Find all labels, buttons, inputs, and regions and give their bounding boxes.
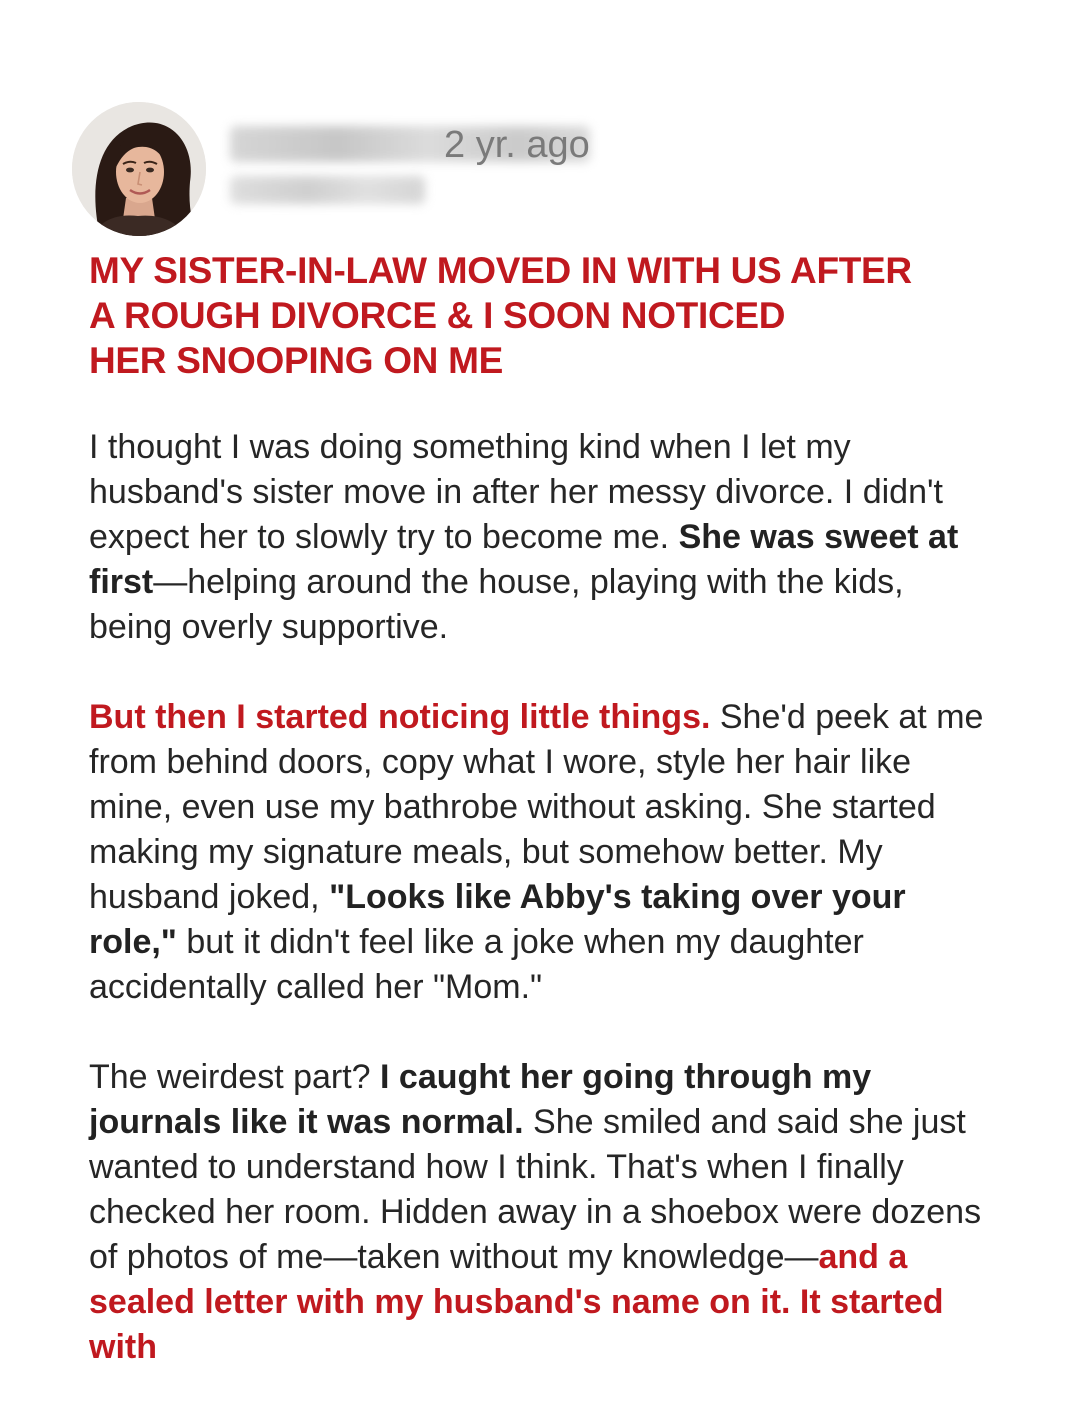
headline-line: MY SISTER-IN-LAW MOVED IN WITH US AFTER	[89, 250, 912, 291]
avatar[interactable]	[72, 102, 206, 236]
avatar-portrait	[72, 102, 206, 236]
story-paragraph-2	[89, 695, 994, 1010]
story-body	[89, 425, 994, 1415]
post-headline	[89, 248, 989, 383]
story-bold-text: "Looks like Abby's taking over your role,"	[89, 878, 906, 961]
story-text: She'd peek at me from behind doors, copy what I wore, style her hair like mine, even use my bathrobe without asking. She started making my signature meals, but somehow better. My husband joked,	[89, 698, 984, 916]
story-text: I thought I was doing something kind when I let my husband's sister move in after her messy divorce. I didn't expect her to slowly try to become me.	[89, 428, 943, 556]
story-bold-text: I caught her going through my journals like it was normal.	[89, 1058, 872, 1141]
story-text: The weirdest part?	[89, 1058, 381, 1096]
story-highlight-text: But then I started noticing little things.	[89, 698, 711, 736]
headline-line: HER SNOOPING ON ME	[89, 340, 503, 381]
story-paragraph-1	[89, 425, 994, 650]
headline-line: A ROUGH DIVORCE & I SOON NOTICED	[89, 295, 786, 336]
story-text: but it didn't feel like a joke when my daughter accidentally called her "Mom."	[89, 923, 864, 1006]
story-paragraph-3	[89, 1055, 994, 1370]
story-highlight-text: and a sealed letter with my husband's name on it. It started with	[89, 1238, 944, 1366]
story-bold-text: She was sweet at first	[89, 518, 959, 601]
story-text: She smiled and said she just wanted to understand how I think. That's when I finally checked her room. Hidden away in a shoebox were dozens of photos of me—taken without my knowledge—	[89, 1103, 982, 1276]
post-header	[72, 102, 832, 238]
post-timestamp: 2 yr. ago	[444, 124, 590, 166]
author-subline-blurred	[230, 176, 425, 204]
story-text: —helping around the house, playing with the kids, being overly supportive.	[89, 563, 904, 646]
